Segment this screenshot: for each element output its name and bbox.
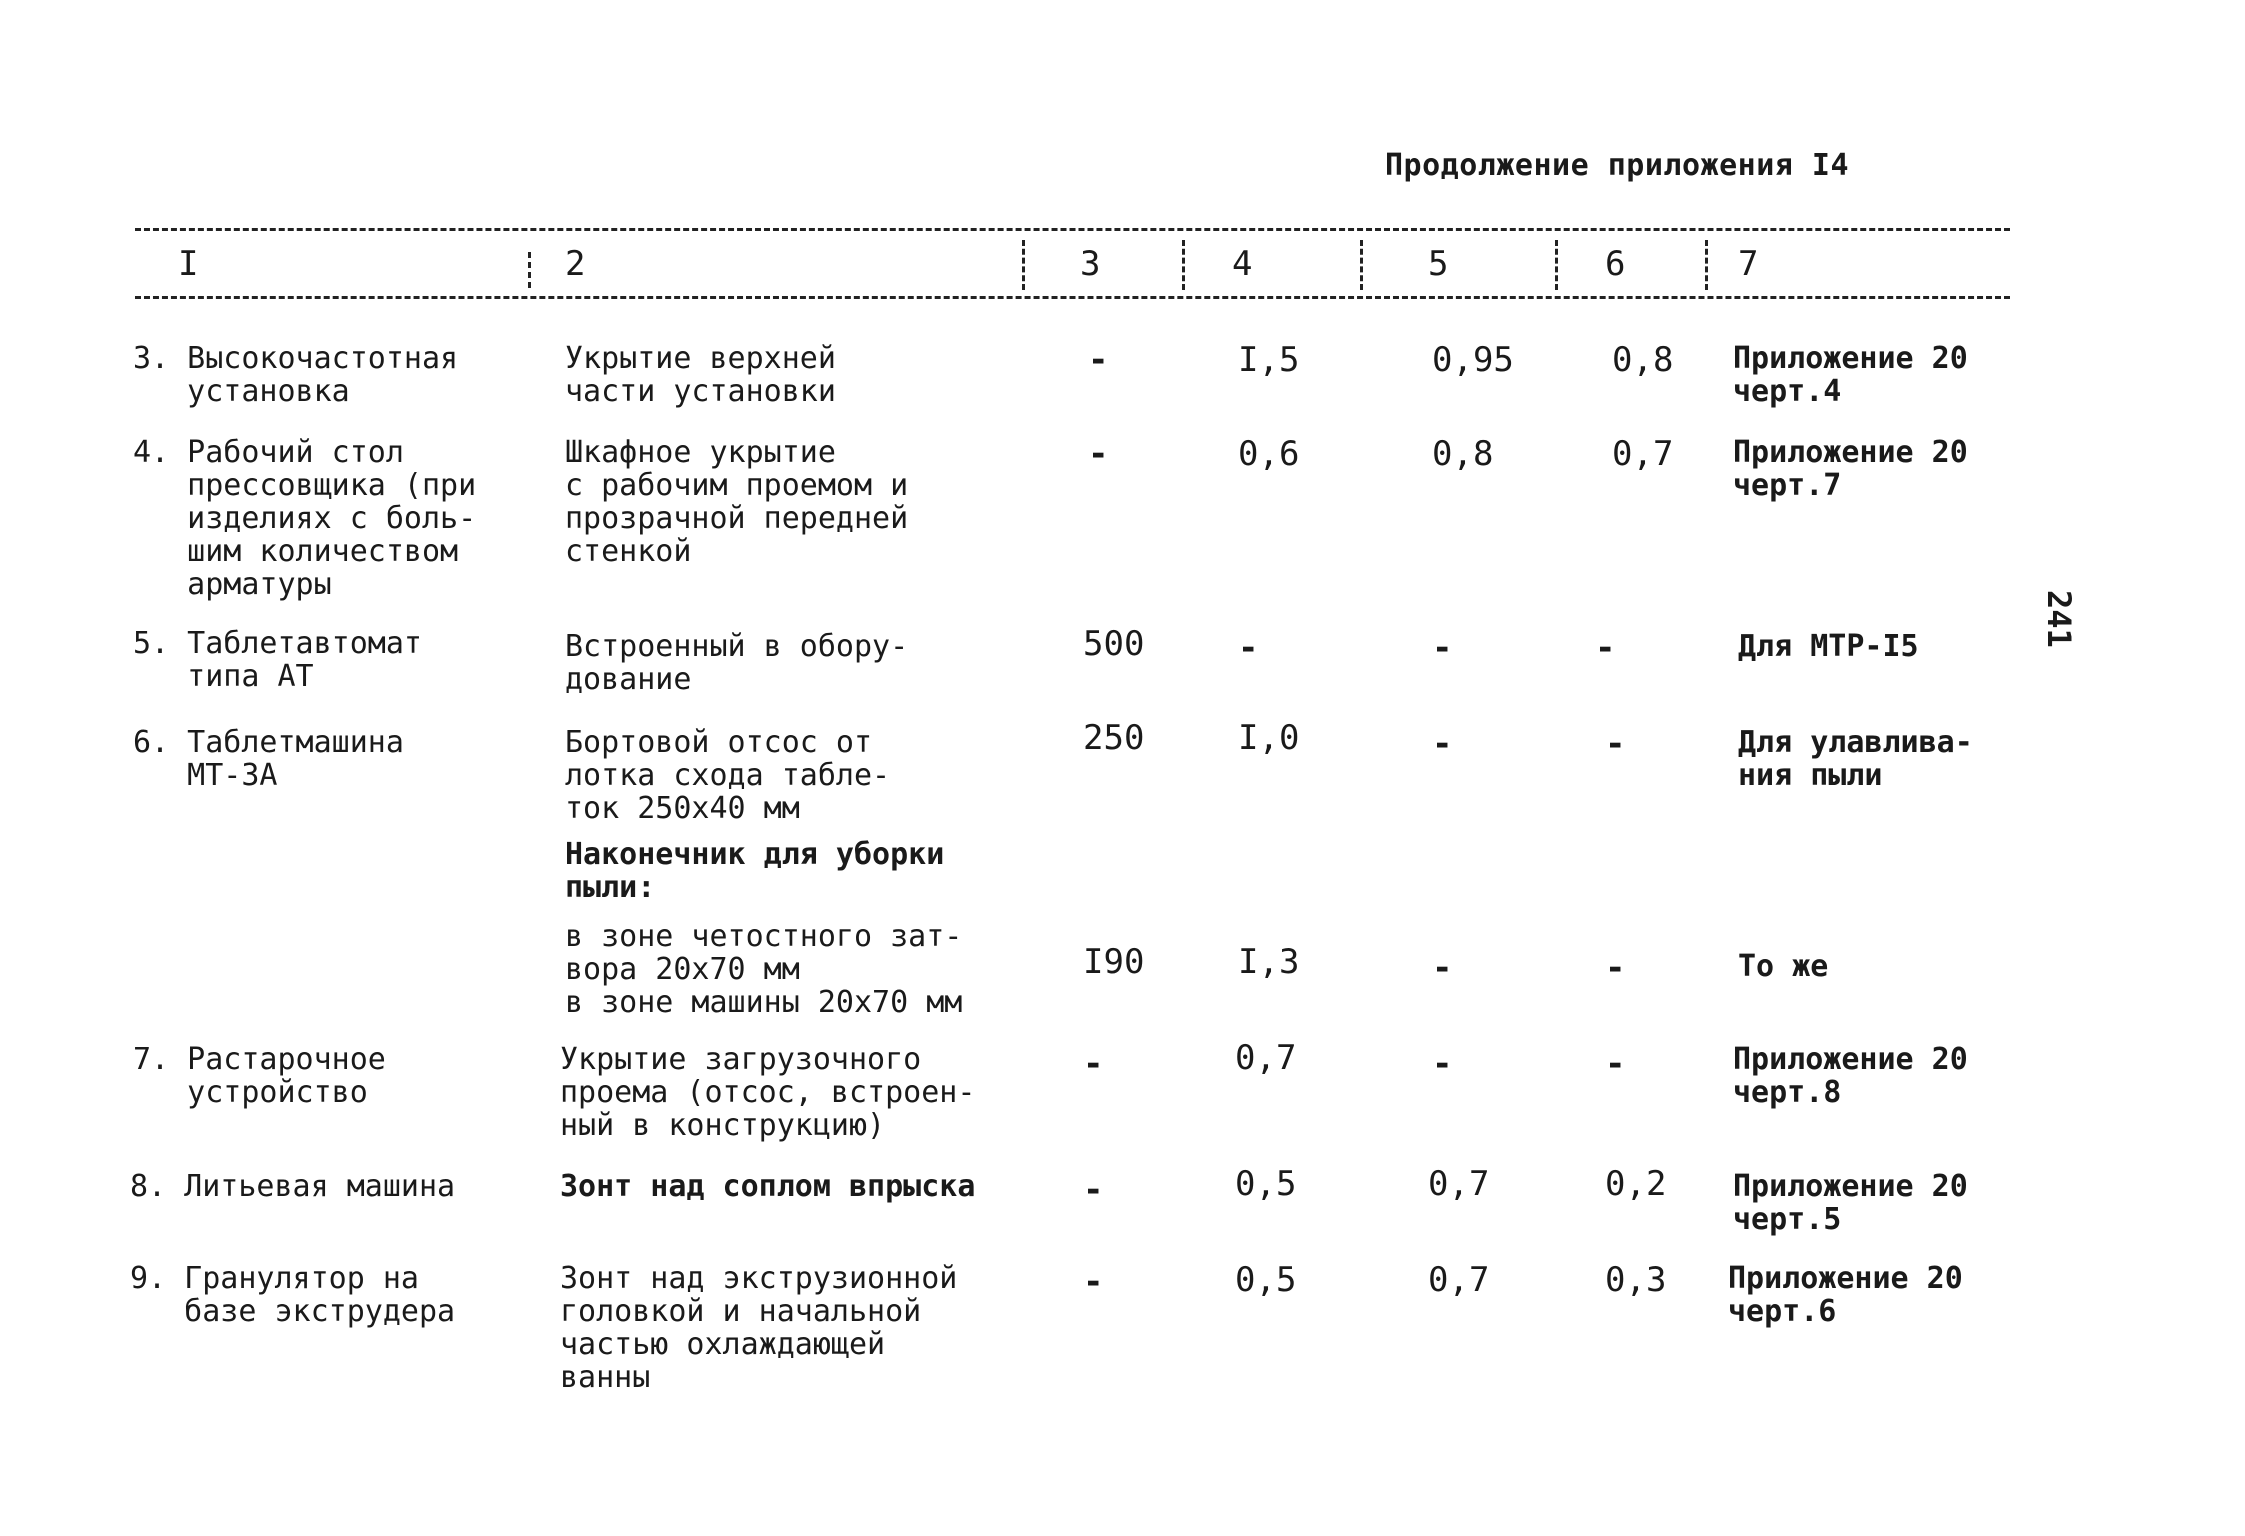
column-header: 4 (1232, 244, 1253, 284)
table-cell: Приложение 20 черт.5 (1733, 1169, 1968, 1237)
table-cell: I90 (1083, 942, 1145, 982)
table-cell: - (1605, 1044, 1626, 1084)
table-cell: 0,8 (1612, 340, 1674, 380)
column-header: 6 (1605, 244, 1626, 284)
table-cell: в зоне четостного зат- вора 20х70 мм в зоне машины 20х70 мм (565, 919, 963, 1020)
column-header: 7 (1738, 244, 1759, 284)
table-cell: Укрытие верхней части установки (565, 341, 836, 409)
column-header: 3 (1080, 244, 1101, 284)
table-cell: 7. Растарочное устройство (133, 1042, 386, 1110)
table-cell: - (1083, 1170, 1104, 1210)
table-cell: - (1083, 1262, 1104, 1302)
header-note: Продолжение приложения I4 (1385, 148, 1850, 183)
table-cell: 0,5 (1235, 1260, 1297, 1300)
table-header-rule (135, 296, 2010, 299)
table-cell: - (1432, 948, 1453, 988)
column-header: 2 (565, 244, 586, 284)
column-separator (1705, 240, 1708, 290)
table-cell: 8. Литьевая машина (130, 1169, 456, 1204)
column-separator (1555, 240, 1558, 290)
table-cell: Шкафное укрытие с рабочим проемом и прозрачной передней стенкой (565, 435, 909, 569)
table-cell: - (1432, 1044, 1453, 1084)
table-cell: Зонт над экструзионной головкой и начальной частью охлаждающей ванны (560, 1261, 958, 1395)
table-cell: 4. Рабочий стол прессовщика (при изделиях с боль- шим количеством арматуры (133, 435, 477, 602)
table-cell: Приложение 20 черт.4 (1733, 341, 1968, 409)
table-cell: - (1432, 724, 1453, 764)
table-cell: 3. Высокочастотная установка (133, 341, 459, 409)
column-separator (1360, 240, 1363, 290)
table-cell: 0,8 (1432, 434, 1494, 474)
table-cell: - (1605, 724, 1626, 764)
table-cell: 0,3 (1605, 1260, 1667, 1300)
table-cell: 5. Таблетавтомат типа АТ (133, 626, 422, 694)
table-cell: Для улавлива- ния пыли (1738, 725, 1973, 793)
table-cell: 250 (1083, 718, 1145, 758)
table-cell: Встроенный в обору- дование (565, 629, 909, 697)
table-cell: 0,7 (1428, 1164, 1490, 1204)
table-cell: 0,95 (1432, 340, 1514, 380)
table-cell: 0,7 (1235, 1038, 1297, 1078)
table-cell: Наконечник для уборки пыли: (565, 837, 945, 905)
table-cell: Бортовой отсос от лотка схода табле- ток 250х40 мм (565, 725, 891, 826)
table-cell: - (1432, 628, 1453, 668)
page-number: 241 (2040, 590, 2078, 648)
table-cell: 0,6 (1238, 434, 1300, 474)
column-header: I (178, 244, 199, 284)
table-cell: - (1595, 628, 1616, 668)
table-cell: - (1088, 434, 1109, 474)
table-cell: 0,7 (1428, 1260, 1490, 1300)
table-cell: - (1238, 628, 1259, 668)
table-cell: - (1605, 948, 1626, 988)
column-separator (1022, 240, 1025, 290)
table-cell: Укрытие загрузочного проема (отсос, встроен- ный в конструкцию) (560, 1042, 976, 1143)
column-separator (1182, 240, 1185, 290)
table-cell: - (1088, 340, 1109, 380)
table-cell: 0,2 (1605, 1164, 1667, 1204)
table-cell: I,3 (1238, 942, 1300, 982)
table-cell: 500 (1083, 624, 1145, 664)
table-cell: Приложение 20 черт.8 (1733, 1042, 1968, 1110)
table-cell: Приложение 20 черт.7 (1733, 435, 1968, 503)
table-cell: 0,5 (1235, 1164, 1297, 1204)
table-cell: 9. Гранулятор на базе экструдера (130, 1261, 456, 1329)
table-cell: 6. Таблетмашина МТ-3А (133, 725, 404, 793)
table-cell: Приложение 20 черт.6 (1728, 1261, 1963, 1329)
column-separator (528, 252, 531, 288)
table-top-rule (135, 228, 2010, 231)
table-cell: Для МТР-I5 (1738, 629, 1919, 664)
column-header: 5 (1428, 244, 1449, 284)
table-cell: 0,7 (1612, 434, 1674, 474)
table-cell: - (1083, 1044, 1104, 1084)
table-cell: I,0 (1238, 718, 1300, 758)
table-cell: То же (1738, 949, 1829, 984)
table-cell: I,5 (1238, 340, 1300, 380)
table-cell: Зонт над соплом впрыска (560, 1169, 976, 1204)
